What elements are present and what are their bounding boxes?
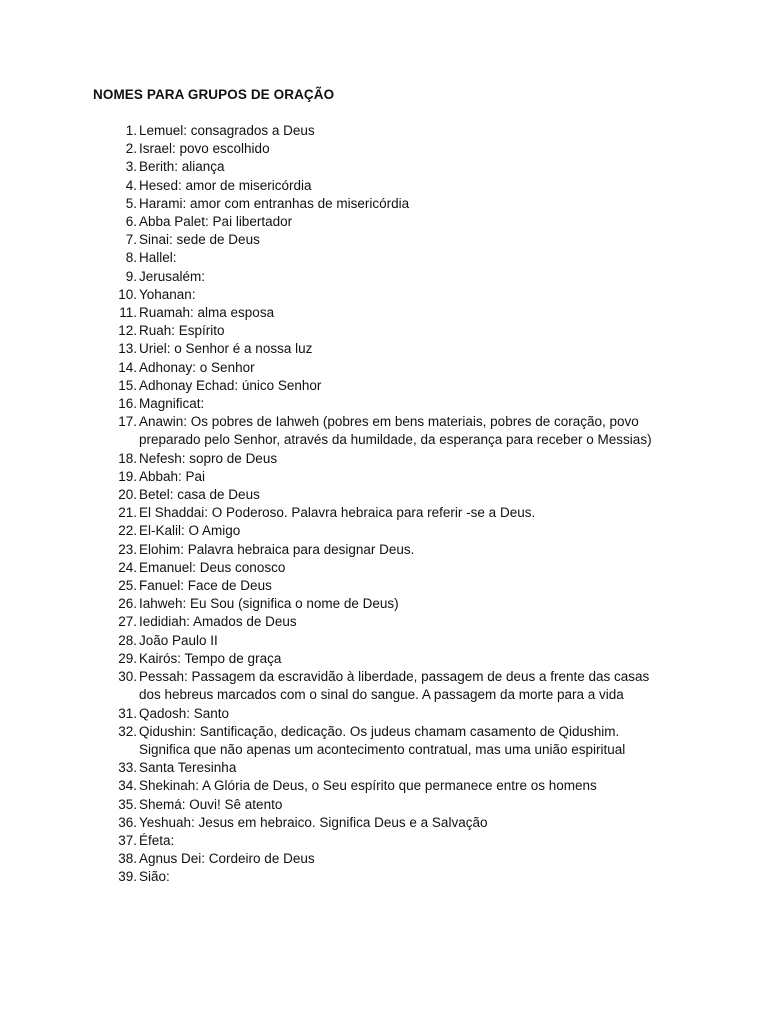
list-item-text: Abbah: Pai <box>139 468 206 484</box>
list-item-text: Santa Teresinha <box>139 760 237 776</box>
list-item-number: 13. <box>118 341 137 357</box>
list-item <box>0 522 768 540</box>
list-item-text: Iahweh: Eu Sou (significa o nome de Deus) <box>139 596 399 612</box>
list-item-text: Kairós: Tempo de graça <box>139 650 282 666</box>
list-item-number: 15. <box>118 377 137 393</box>
list-item-text: Yohanan: <box>139 286 196 302</box>
list-item <box>0 177 768 195</box>
list-item <box>0 796 768 814</box>
list-item-number: 12. <box>118 323 137 339</box>
list-item-number: 9. <box>125 268 137 284</box>
list-item-text: Uriel: o Senhor é a nossa luz <box>139 341 313 357</box>
list-item-number: 17. <box>118 414 137 430</box>
list-item-number: 36. <box>118 814 137 830</box>
list-item-text: João Paulo II <box>139 632 218 648</box>
list-item <box>0 395 768 413</box>
list-item-number: 1. <box>125 123 137 138</box>
list-item-number: 7. <box>125 232 137 248</box>
list-item-text: Berith: aliança <box>139 159 225 175</box>
list-item <box>0 158 768 176</box>
list-item-text: Elohim: Palavra hebraica para designar Deus. <box>139 541 415 557</box>
list-item-number: 8. <box>125 250 137 266</box>
list-item-text: Shemá: Ouvi! Sê atento <box>139 796 283 812</box>
list-item-text: Lemuel: consagrados a Deus <box>139 123 315 138</box>
list-item <box>0 832 768 850</box>
document-title: NOMES PARA GRUPOS DE ORAÇÃO <box>93 87 335 102</box>
list-item-text: Qadosh: Santo <box>139 705 230 721</box>
list-item-number: 2. <box>125 141 137 157</box>
list-item-number: 35. <box>118 796 137 812</box>
list-item-text: Agnus Dei: Cordeiro de Deus <box>139 851 315 867</box>
list-item-number: 30. <box>118 669 137 685</box>
list-item <box>0 868 768 886</box>
list-item-number: 37. <box>118 832 137 848</box>
list-item-number: 28. <box>118 632 137 648</box>
list-item-text: El-Kalil: O Amigo <box>139 523 241 539</box>
list-item <box>0 304 768 322</box>
list-item <box>0 268 768 286</box>
list-item <box>0 613 768 631</box>
list-item-number: 27. <box>118 614 137 630</box>
list-item-text: El Shaddai: O Poderoso. Palavra hebraica para referir -se a Deus. <box>139 505 536 521</box>
list-item <box>0 814 768 832</box>
list-item <box>0 413 768 449</box>
list-item-number: 32. <box>118 723 137 739</box>
list-item-text: Betel: casa de Deus <box>139 487 260 503</box>
list-item-text: Hallel: <box>139 250 177 266</box>
list-item <box>0 632 768 650</box>
list-item-text: Abba Palet: Pai libertador <box>139 214 293 230</box>
list-item-number: 38. <box>118 851 137 867</box>
list-item <box>0 468 768 486</box>
list-item <box>0 195 768 213</box>
list-item <box>0 486 768 504</box>
list-item-text: Emanuel: Deus conosco <box>139 559 286 575</box>
list-item-text: Qidushin: Santificação, dedicação. Os judeus chamam casamento de Qidushim. Significa que não apenas um acontecimento contratual, mas uma união espiritual <box>139 723 626 757</box>
list-item-number: 22. <box>118 523 137 539</box>
list-item <box>0 359 768 377</box>
list-item <box>0 322 768 340</box>
list-item-number: 4. <box>125 177 137 193</box>
list-item-text: Iedidiah: Amados de Deus <box>139 614 297 630</box>
list-item-text: Nefesh: sopro de Deus <box>139 450 278 466</box>
list-item <box>0 595 768 613</box>
list-item-number: 25. <box>118 578 137 594</box>
list-item-number: 16. <box>118 396 137 412</box>
list-item-text: Éfeta: <box>139 832 175 848</box>
list-item-number: 19. <box>118 468 137 484</box>
list-item-text: Jerusalém: <box>139 268 206 284</box>
list-item-number: 6. <box>125 214 137 230</box>
list-item-text: Anawin: Os pobres de Iahweh (pobres em bens materiais, pobres de coração, povo preparado pelo Senhor, através da humildade, da esperança para receber o Messias) <box>139 414 652 448</box>
list-item <box>0 759 768 777</box>
list-item-text: Sinai: sede de Deus <box>139 232 260 248</box>
list-item <box>0 249 768 267</box>
list-item-number: 29. <box>118 650 137 666</box>
list-item-text: Israel: povo escolhido <box>139 141 270 157</box>
list-item-number: 23. <box>118 541 137 557</box>
list-item <box>0 577 768 595</box>
list-item <box>0 777 768 795</box>
list-item-number: 24. <box>118 559 137 575</box>
list-item-number: 10. <box>118 286 137 302</box>
list-item <box>0 122 768 140</box>
list-item-text: Ruah: Espírito <box>139 323 225 339</box>
list-item-number: 34. <box>118 778 137 794</box>
list-item <box>0 340 768 358</box>
list-item <box>0 559 768 577</box>
list-item-text: Fanuel: Face de Deus <box>139 578 272 594</box>
list-item-text: Adhonay: o Senhor <box>139 359 255 375</box>
list-item-text: Yeshuah: Jesus em hebraico. Significa Deus e a Salvação <box>139 814 488 830</box>
names-list <box>0 122 768 887</box>
list-item-number: 3. <box>125 159 137 175</box>
list-item <box>0 450 768 468</box>
list-item-text: Shekinah: A Glória de Deus, o Seu espírito que permanece entre os homens <box>139 778 597 794</box>
list-item <box>0 541 768 559</box>
list-item <box>0 377 768 395</box>
list-item-number: 18. <box>118 450 137 466</box>
list-item-number: 33. <box>118 760 137 776</box>
list-item-text: Pessah: Passagem da escravidão à liberdade, passagem de deus a frente das casas dos hebreus marcados com o sinal do sangue. A passagem da morte para a vida <box>139 669 650 703</box>
list-item <box>0 723 768 759</box>
list-item <box>0 705 768 723</box>
list-item <box>0 668 768 704</box>
list-item <box>0 286 768 304</box>
list-item <box>0 504 768 522</box>
list-item <box>0 213 768 231</box>
list-item-text: Harami: amor com entranhas de misericórdia <box>139 195 410 211</box>
list-item-number: 5. <box>125 195 137 211</box>
list-item-text: Adhonay Echad: único Senhor <box>139 377 322 393</box>
list-item-number: 20. <box>118 487 137 503</box>
list-item-number: 31. <box>118 705 137 721</box>
list-item <box>0 650 768 668</box>
list-item-text: Hesed: amor de misericórdia <box>139 177 312 193</box>
list-item-number: 26. <box>118 596 137 612</box>
list-item-number: 14. <box>118 359 137 375</box>
list-item <box>0 140 768 158</box>
list-item <box>0 231 768 249</box>
list-item-text: Ruamah: alma esposa <box>139 305 275 321</box>
list-item-number: 11. <box>119 305 137 321</box>
list-item-text: Magnificat: <box>139 396 205 412</box>
list-item-number: 39. <box>118 869 137 885</box>
list-item <box>0 850 768 868</box>
list-item-number: 21. <box>118 505 137 521</box>
list-item-text: Sião: <box>139 869 170 885</box>
